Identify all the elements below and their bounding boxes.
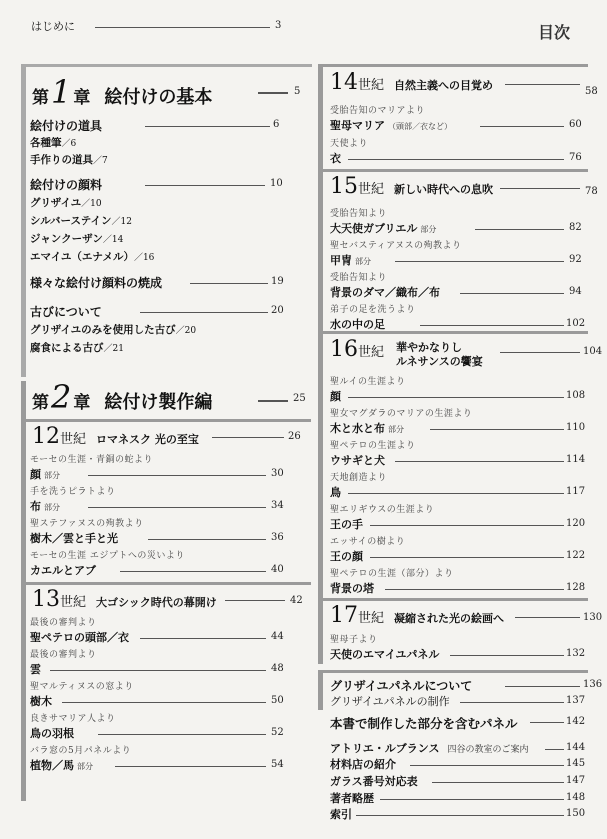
tools-title: 絵付けの道具	[30, 119, 103, 133]
c15-e4: 水の中の足	[330, 318, 385, 331]
c17-heading: 17世紀 凝縮された光の絵画へ	[330, 603, 505, 628]
c16-e6-page: 122	[566, 550, 586, 561]
c13-heading: 13世紀 大ゴシック時代の幕開け	[32, 587, 217, 612]
c17-e1-source: 聖母子より	[330, 635, 378, 645]
c13-e3-source: 聖マルティヌスの窓より	[30, 682, 134, 692]
c13-e1-source: 最後の審判より	[30, 618, 97, 628]
leader-intro	[95, 27, 270, 28]
atelier-page: 144	[566, 742, 586, 753]
c12-e4-source: モーセの生涯 エジプトへの災いより	[30, 551, 185, 561]
aging-title: 古びについて	[30, 305, 102, 319]
c14-page: 58	[585, 86, 598, 97]
grisaille-sub: グリザイユパネルの制作	[330, 695, 450, 708]
paint-item-1: グリザイユ／10	[30, 197, 102, 209]
grisaille-sub-page: 137	[566, 695, 586, 706]
c13-e1-page: 44	[271, 631, 284, 642]
c16-title-1: 華やかなりし	[396, 341, 462, 354]
c12-e3-source: 聖ステファヌスの殉教より	[30, 519, 144, 529]
paint-item-2: シルバーステイン／12	[30, 215, 132, 227]
c14-e2: 衣	[330, 152, 341, 165]
c17-page: 130	[583, 612, 603, 623]
c13-e3: 樹木	[30, 695, 52, 708]
c12-e2-page: 34	[271, 500, 284, 511]
c15-heading: 15世紀 新しい時代への息吹	[330, 174, 494, 199]
paint-item-4: エマイユ（エナメル）／16	[30, 251, 155, 263]
c16-title-2: ルネサンスの饗宴	[396, 355, 483, 368]
c12-e4: カエルとアブ	[30, 564, 96, 577]
c16-e3-page: 114	[566, 454, 586, 465]
c13-e5-page: 54	[271, 759, 284, 770]
c15-e2-source: 聖セバスティアヌスの殉教より	[330, 241, 462, 251]
c15-e4-page: 102	[566, 318, 586, 329]
grisaille-page: 136	[583, 679, 603, 690]
c16-e4-page: 117	[566, 486, 586, 497]
c16-e5-source: 聖エリギウスの生涯より	[330, 505, 435, 515]
c16-heading: 16世紀	[330, 337, 385, 362]
chapter1-heading: 第1 章 絵付けの基本	[32, 73, 213, 111]
c16-e2-page: 110	[566, 422, 586, 433]
chapter2-heading: 第2 章 絵付け製作編	[32, 378, 213, 416]
toc-title: 目次	[538, 23, 571, 42]
intro-label: はじめに	[31, 20, 75, 33]
c12-e1: 顔 部分	[30, 468, 60, 481]
c14-e1-source: 受胎告知のマリアより	[330, 106, 426, 116]
c16-e6-source: エッサイの樹より	[330, 537, 406, 547]
c15-e3-page: 94	[569, 286, 582, 297]
c12-e2: 布 部分	[30, 500, 60, 513]
c13-e4: 鳥の羽根	[30, 727, 74, 740]
c12-e3-page: 36	[271, 532, 284, 543]
c13-e4-source: 良きサマリア人より	[30, 714, 116, 724]
c13-e5: 植物／馬 部分	[30, 759, 93, 772]
chapter2-page: 25	[293, 393, 306, 404]
c13-e3-page: 50	[271, 695, 284, 706]
c16-e7-page: 128	[566, 582, 586, 593]
c12-page: 26	[288, 431, 301, 442]
c15-e3: 背景のダマ／織布／布	[330, 286, 440, 299]
author-page: 148	[566, 792, 586, 803]
panels-page: 142	[566, 716, 586, 727]
grisaille-title: グリザイユパネルについて	[330, 679, 473, 693]
intro-page: 3	[275, 20, 282, 31]
c14-e2-page: 76	[569, 152, 582, 163]
c12-e1-page: 30	[271, 468, 284, 479]
c16-e4: 鳥	[330, 486, 341, 499]
index-item: 索引	[330, 808, 352, 821]
c13-page: 42	[290, 595, 303, 606]
c15-e2-page: 92	[569, 254, 582, 265]
c16-e4-source: 天地創造より	[330, 473, 388, 483]
c14-e2-source: 天使より	[330, 139, 369, 149]
brush-item: 各種筆／6	[30, 137, 77, 149]
aging-item-1: グリザイユのみを使用した古び／20	[30, 324, 197, 336]
c16-page: 104	[583, 346, 603, 357]
paints-page: 10	[270, 178, 283, 189]
c16-e1-page: 108	[566, 390, 586, 401]
c12-heading: 12世紀 ロマネスク 光の至宝	[32, 424, 199, 449]
glass-page: 147	[566, 775, 586, 786]
chapter1-page: 5	[294, 86, 301, 97]
c16-e2-source: 聖女マグダラのマリアの生涯より	[330, 409, 473, 419]
c12-e3: 樹木／雲と手と光	[30, 532, 118, 545]
glass-item: ガラス番号対応表	[330, 775, 418, 788]
c15-e3-source: 受胎告知より	[330, 273, 388, 283]
c16-e1: 顔	[330, 390, 341, 403]
c13-e2-page: 48	[271, 663, 284, 674]
aging-item-2: 腐食による古び／21	[30, 342, 124, 354]
c16-e1-source: 聖ルイの生涯より	[330, 377, 406, 387]
c15-e1: 大天使ガブリエル 部分	[330, 222, 437, 235]
paints-title: 絵付けの顔料	[30, 178, 103, 192]
firing-title: 様々な絵付け顔料の焼成	[30, 276, 163, 290]
c16-e3: ウサギと犬	[330, 454, 385, 467]
c17-e1-page: 132	[566, 648, 586, 659]
c16-e3-source: 聖ペテロの生涯より	[330, 441, 416, 451]
c13-e1: 聖ペテロの頭部／衣	[30, 631, 129, 644]
handmade-item: 手作りの道具／7	[30, 154, 108, 166]
c12-e2-source: 手を洗うピラトより	[30, 487, 116, 497]
c13-e5-source: バラ窓の5月パネルより	[30, 746, 132, 756]
tools-page: 6	[273, 119, 280, 130]
c14-e1-page: 60	[569, 119, 582, 130]
c16-e2: 木と水と布 部分	[330, 422, 404, 435]
c15-e2: 甲冑 部分	[330, 254, 371, 267]
c12-e4-page: 40	[271, 564, 284, 575]
shop-page: 145	[566, 758, 586, 769]
atelier-item: アトリエ・ルブランス 四谷の教室のご案内	[330, 742, 529, 755]
c14-e1: 聖母マリア （頭部／衣など）	[330, 119, 452, 132]
c16-e5-page: 120	[566, 518, 586, 529]
c15-e1-source: 受胎告知より	[330, 209, 388, 219]
c16-e7-source: 聖ペテロの生涯（部分）より	[330, 569, 454, 579]
c13-e2-source: 最後の審判より	[30, 650, 97, 660]
c15-e4-source: 弟子の足を洗うより	[330, 305, 416, 315]
shop-item: 材料店の紹介	[330, 758, 396, 771]
panels-title: 本書で制作した部分を含むパネル	[330, 716, 518, 731]
c12-e1-source: モーセの生涯・青銅の蛇より	[30, 455, 153, 465]
firing-page: 19	[271, 276, 284, 287]
index-page: 150	[566, 808, 586, 819]
aging-page: 20	[271, 305, 284, 316]
c13-e4-page: 52	[271, 727, 284, 738]
c15-e1-page: 82	[569, 222, 582, 233]
paint-item-3: ジャンクーザン／14	[30, 233, 124, 245]
c16-e6: 王の顔	[330, 550, 363, 563]
c14-heading: 14世紀 自然主義への目覚め	[330, 70, 494, 95]
author-item: 著者略歴	[330, 792, 374, 805]
c15-page: 78	[585, 186, 598, 197]
c17-e1: 天使のエマイユパネル	[330, 648, 440, 661]
c16-e7: 背景の塔	[330, 582, 374, 595]
c16-e5: 王の手	[330, 518, 363, 531]
c13-e2: 雲	[30, 663, 41, 676]
